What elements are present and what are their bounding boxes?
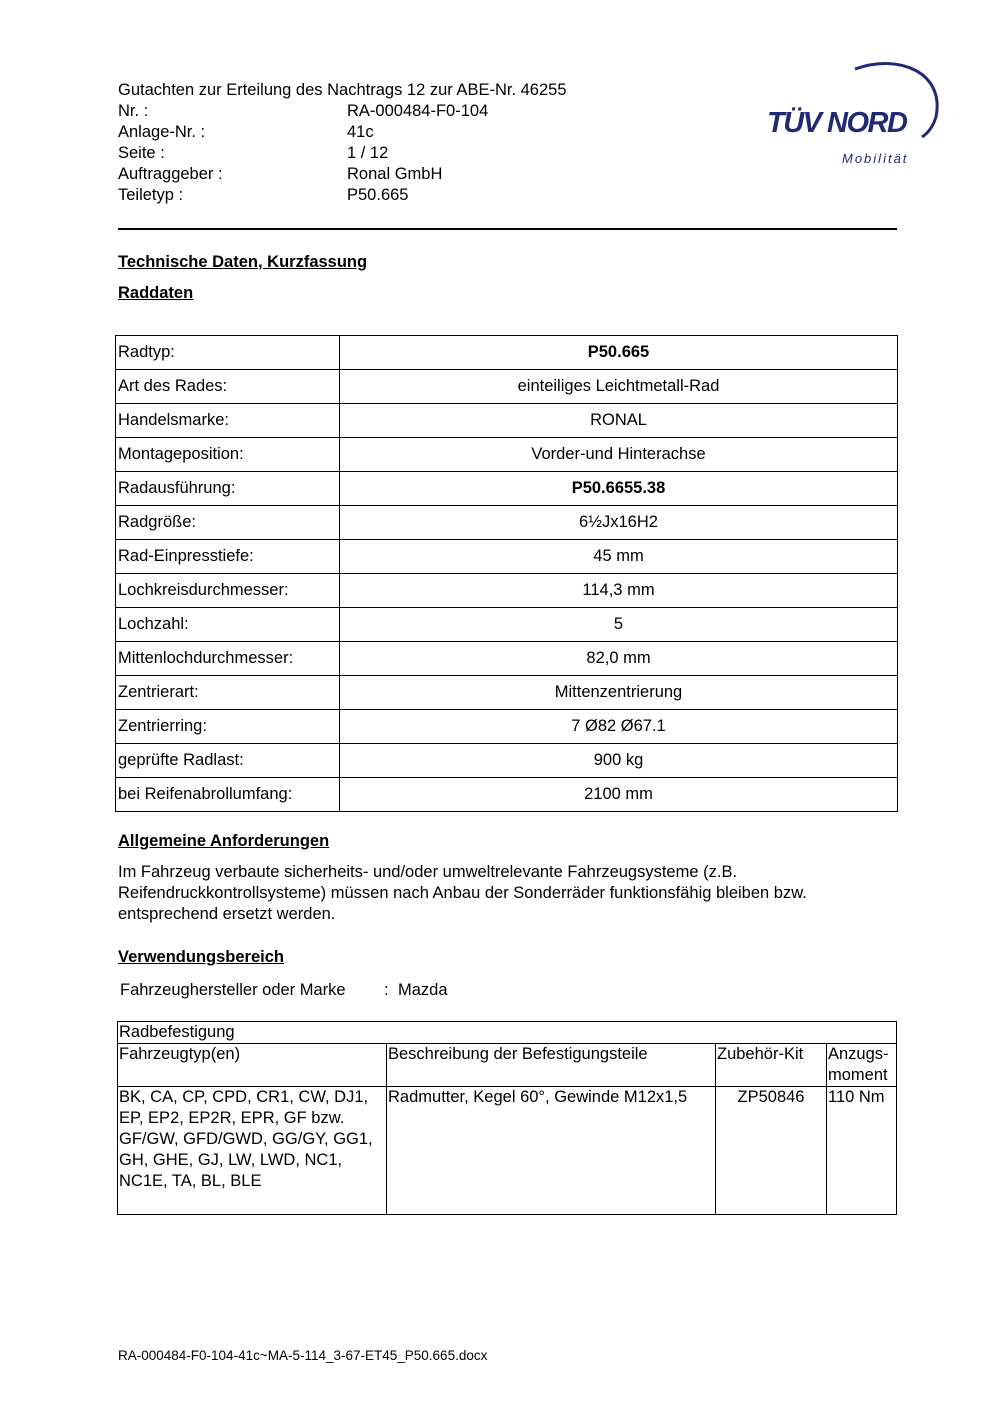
header-divider [118,228,897,230]
wheel-data-table [115,335,898,812]
wheel-data-row [116,438,898,472]
mounting-cell-description: Radmutter, Kegel 60°, Gewinde M12x1,5 [387,1087,716,1215]
wheel-data-value: 6½Jx16H2 [340,506,898,540]
wheel-data-label: Handelsmarke: [116,404,340,438]
requirements-text: Im Fahrzeug verbaute sicherheits- und/oder umweltrelevante Fahrzeugsysteme (z.B. Reifendruckkontrollsysteme) müssen nach Anbau der Sonderräder funktionsfähig bleiben bzw. entsprechend ersetzt werden. [118,863,807,923]
wheel-data-row [116,404,898,438]
header-field-seite [118,143,389,164]
wheel-data-label: bei Reifenabrollumfang: [116,778,340,812]
wheel-data-value: einteiliges Leichtmetall-Rad [340,370,898,404]
mounting-cell-kit: ZP50846 [716,1087,827,1215]
wheel-data-label: Art des Rades: [116,370,340,404]
wheel-data-value: P50.6655.38 [340,472,898,506]
wheel-data-row [116,642,898,676]
mounting-header-kit: Zubehör-Kit [716,1044,827,1087]
header-value: RA-000484-F0-104 [347,102,489,120]
wheel-data-row [116,778,898,812]
wheel-data-row [116,370,898,404]
mounting-header-torque: Anzugs-moment [827,1044,897,1087]
mounting-cell-types: BK, CA, CP, CPD, CR1, CW, DJ1, EP, EP2, EP2R, EPR, GF bzw. GF/GW, GFD/GWD, GG/GY, GG1, GH, GHE, GJ, LW, LWD, NC1, NC1E, TA, BL, BLE [118,1087,387,1215]
wheel-data-value: RONAL [340,404,898,438]
wheel-data-value: 82,0 mm [340,642,898,676]
wheel-data-label: geprüfte Radlast: [116,744,340,778]
section-title: Technische Daten, Kurzfassung [118,253,368,271]
logo-brand: TÜV NORD [767,107,907,139]
wheel-data-row [116,574,898,608]
header-label: Nr. : [118,102,149,120]
wheel-data-label: Rad-Einpresstiefe: [116,540,340,574]
manufacturer-separator: : [384,981,389,999]
tuev-nord-logo [760,55,945,175]
manufacturer-line [120,980,448,1001]
wheel-data-value: 5 [340,608,898,642]
header-value: P50.665 [347,186,409,204]
wheel-data-value: 2100 mm [340,778,898,812]
footer-filename: RA-000484-F0-104-41c~MA-5-114_3-67-ET45_P50.665.docx [118,1348,488,1363]
header-label: Teiletyp : [118,186,184,204]
wheel-data-label: Lochkreisdurchmesser: [116,574,340,608]
header-label: Auftraggeber : [118,165,223,183]
wheel-data-row [116,540,898,574]
header-value: Ronal GmbH [347,165,443,183]
wheel-data-label: Lochzahl: [116,608,340,642]
wheel-data-label: Radtyp: [116,336,340,370]
mounting-cell-torque: 110 Nm [827,1087,897,1215]
wheel-data-value: P50.665 [340,336,898,370]
wheel-data-row [116,710,898,744]
wheel-data-value: 114,3 mm [340,574,898,608]
wheel-data-row [116,472,898,506]
wheel-data-label: Radgröße: [116,506,340,540]
wheel-data-label: Radausführung: [116,472,340,506]
header-field-auftraggeber [118,164,443,185]
header-value: 1 / 12 [347,144,389,162]
wheel-data-label: Zentrierart: [116,676,340,710]
wheel-data-label: Zentrierring: [116,710,340,744]
header-field-teiletyp [118,185,409,206]
requirements-title: Allgemeine Anforderungen [118,832,330,850]
wheel-data-value: 7 Ø82 Ø67.1 [340,710,898,744]
mounting-caption: Radbefestigung [118,1022,897,1044]
logo-subtitle: Mobilität [842,151,909,166]
wheel-data-row [116,506,898,540]
wheel-data-label: Mittenlochdurchmesser: [116,642,340,676]
wheel-data-row [116,336,898,370]
usage-title: Verwendungsbereich [118,948,284,966]
manufacturer-label: Fahrzeughersteller oder Marke [120,981,346,999]
document-title: Gutachten zur Erteilung des Nachtrags 12 zur ABE-Nr. 46255 [118,81,567,99]
header-field-anlage [118,122,374,143]
mounting-table [117,1021,897,1215]
wheel-data-row [116,608,898,642]
wheel-data-row [116,744,898,778]
header-label: Anlage-Nr. : [118,123,206,141]
header-value: 41c [347,123,374,141]
manufacturer-value: Mazda [398,981,448,999]
mounting-header-description: Beschreibung der Befestigungsteile [387,1044,716,1087]
wheel-data-value: Mittenzentrierung [340,676,898,710]
wheel-data-value: 45 mm [340,540,898,574]
wheel-data-value: Vorder-und Hinterachse [340,438,898,472]
mounting-header-types: Fahrzeugtyp(en) [118,1044,387,1087]
header-field-nr [118,101,489,122]
wheel-data-row [116,676,898,710]
raddaten-title: Raddaten [118,284,194,302]
header-label: Seite : [118,144,165,162]
wheel-data-label: Montageposition: [116,438,340,472]
wheel-data-value: 900 kg [340,744,898,778]
